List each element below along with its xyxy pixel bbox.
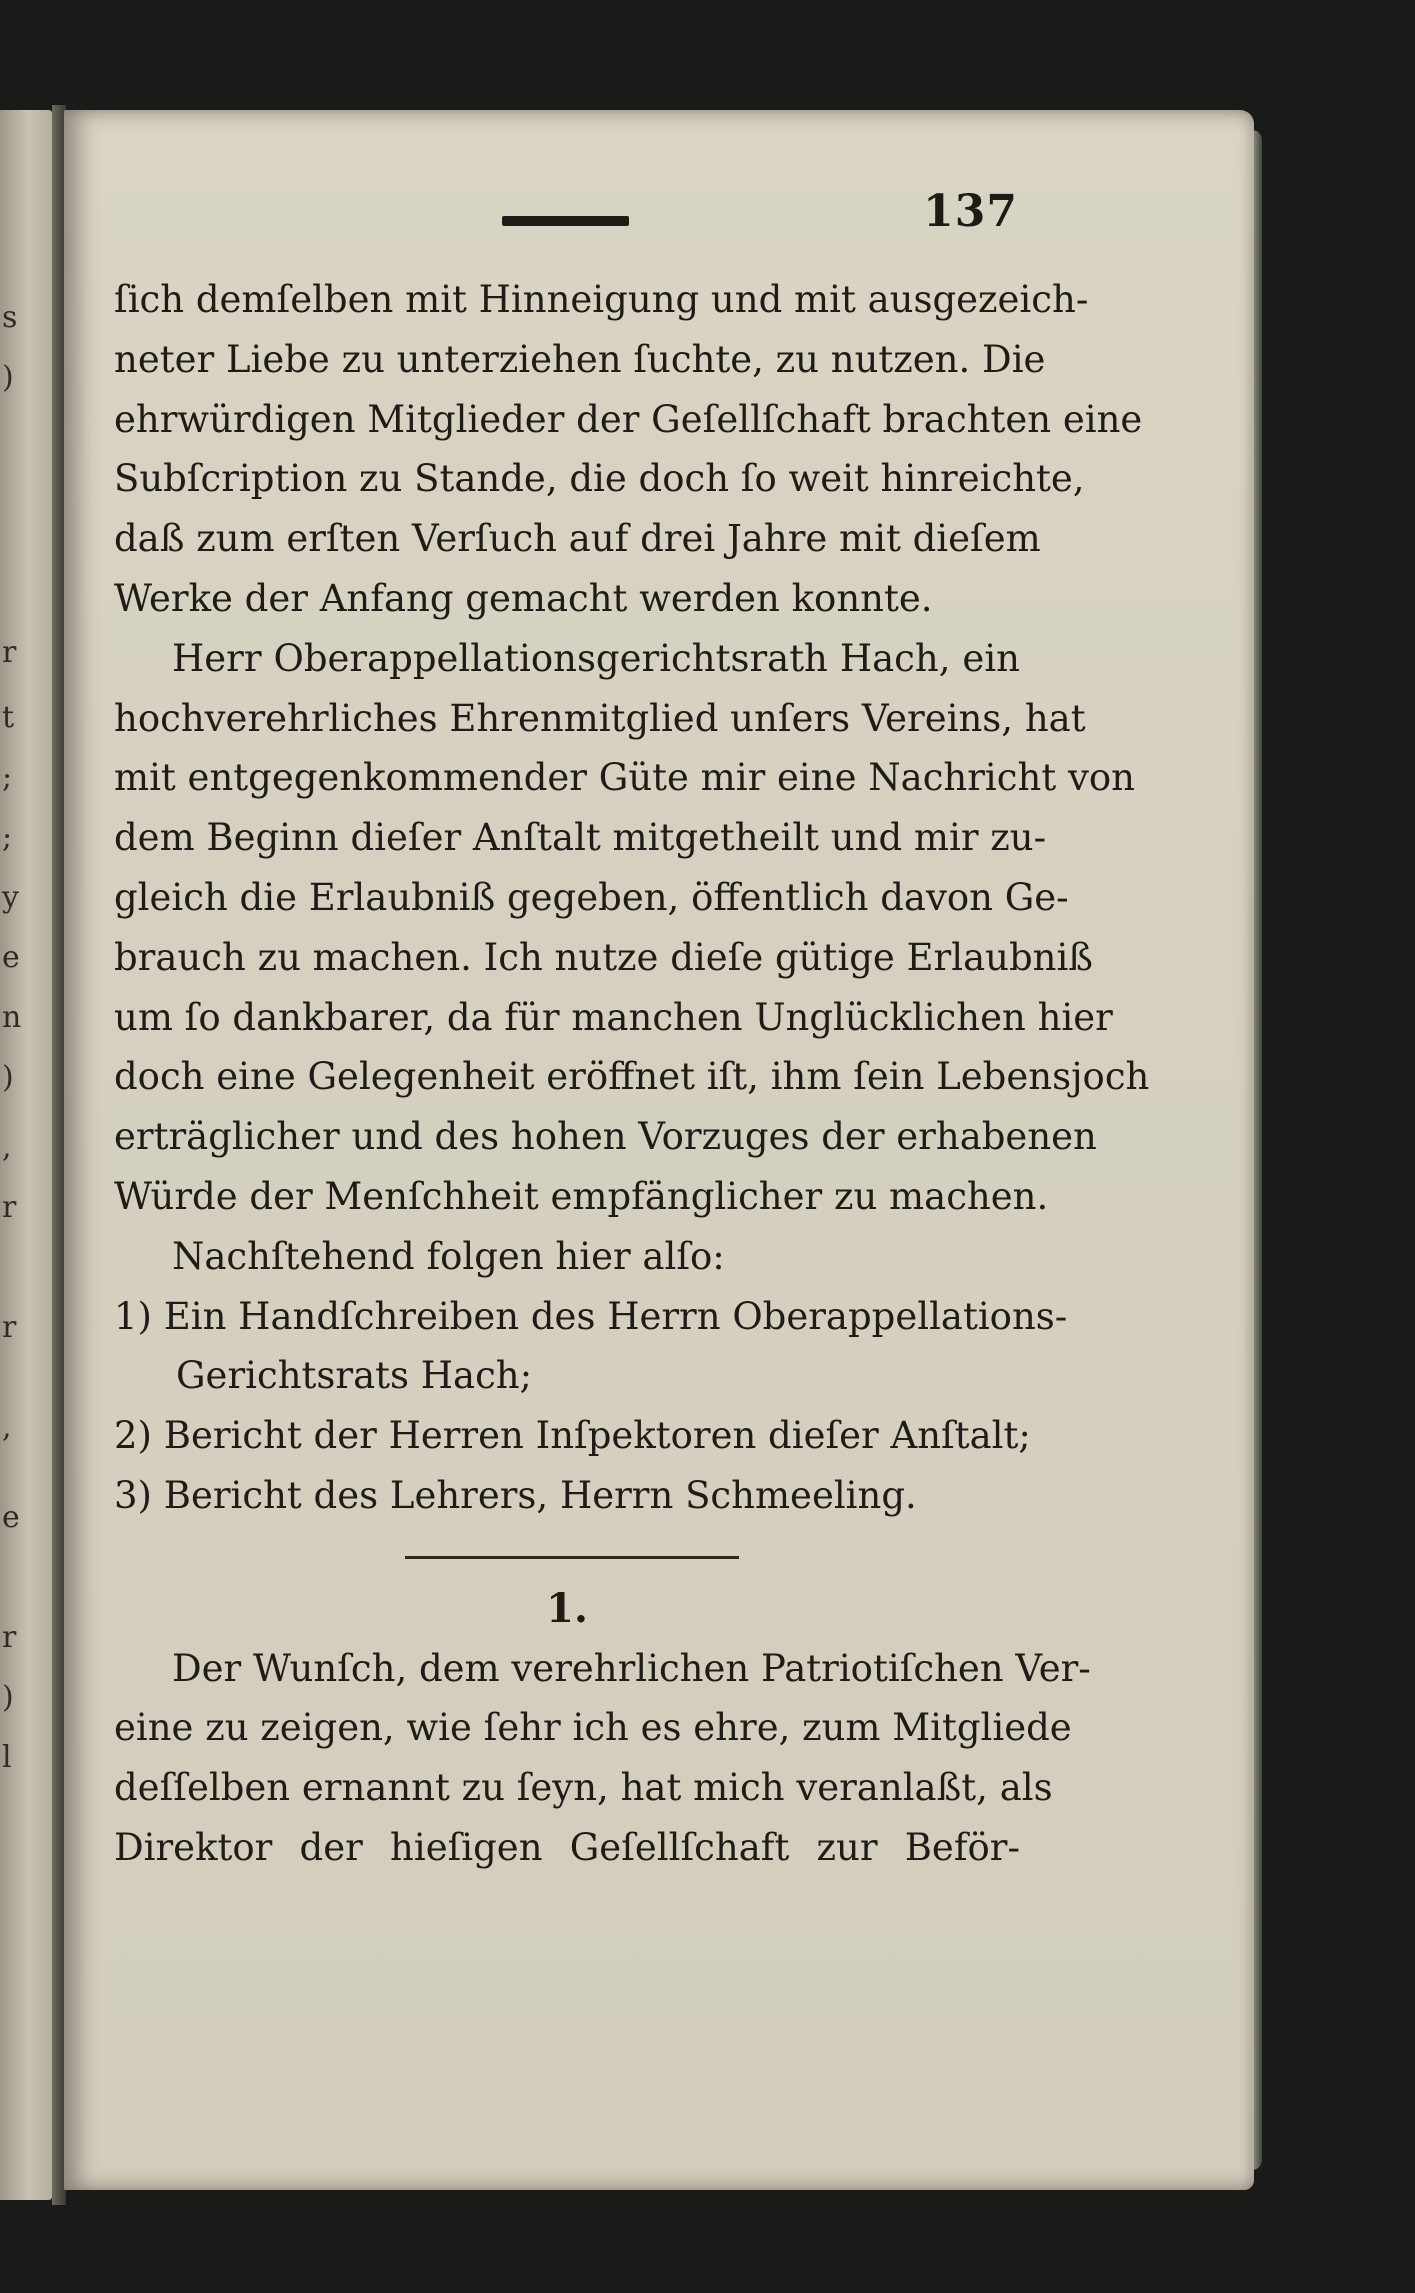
- page-number: 137: [923, 186, 1018, 237]
- paragraph: [114, 629, 1150, 1227]
- prev-fragment: ,: [2, 1130, 12, 1165]
- numbered-list: [114, 1287, 1068, 1526]
- paragraph: [114, 270, 1143, 629]
- prev-fragment: ,: [2, 1410, 12, 1445]
- list-item-label: 1): [114, 1294, 152, 1338]
- prev-fragment: s: [2, 300, 18, 335]
- list-item-continuation: Gerichtsrats Hach;: [176, 1354, 533, 1398]
- previous-page-text-fragments: [0, 110, 52, 2200]
- prev-fragment: ): [2, 1680, 14, 1715]
- paragraph: [114, 1639, 1091, 1878]
- prev-fragment: r: [2, 635, 17, 670]
- prev-fragment: r: [2, 1190, 17, 1225]
- list-item: [114, 1406, 1031, 1466]
- section-divider: [405, 1556, 739, 1559]
- text-line: Herr Oberappellationsgerichtsrath Hach, ein: [172, 636, 1020, 680]
- text-line: Würde der Menſchheit empfänglicher zu machen.: [114, 1174, 1049, 1218]
- list-item-text: Bericht des Lehrers, Herrn Schmeeling.: [163, 1473, 917, 1517]
- text-line: hochverehrliches Ehrenmitglied unſers Vereins, hat: [114, 696, 1086, 740]
- text-line: Direktor der hieſigen Geſellſchaft zur Beför-: [114, 1825, 1020, 1869]
- list-item-text: Ein Handſchreiben des Herrn Oberappellations-: [163, 1294, 1068, 1338]
- text-line: eine zu zeigen, wie ſehr ich es ehre, zum Mitgliede: [114, 1706, 1072, 1750]
- text-line: brauch zu machen. Ich nutze dieſe gütige Erlaubniß: [114, 935, 1094, 979]
- list-item: [114, 1466, 1020, 1526]
- list-item-label: 2): [114, 1414, 152, 1458]
- text-line: ehrwürdigen Mitglieder der Geſellſchaft brachten eine: [114, 397, 1143, 441]
- text-line: dem Beginn dieſer Anſtalt mitgetheilt und mir zu-: [114, 816, 1047, 860]
- prev-fragment: l: [2, 1740, 12, 1775]
- prev-fragment: ): [2, 360, 14, 395]
- text-line: neter Liebe zu unterziehen ſuchte, zu nutzen. Die: [114, 337, 1046, 381]
- prev-fragment: e: [2, 1500, 20, 1535]
- text-line: doch eine Gelegenheit eröffnet iſt, ihm ſein Lebensjoch: [114, 1055, 1150, 1099]
- prev-fragment: r: [2, 1620, 17, 1655]
- prev-fragment: e: [2, 940, 20, 975]
- prev-fragment: ;: [2, 820, 13, 855]
- prev-fragment: ): [2, 1060, 14, 1095]
- prev-fragment: n: [2, 1000, 22, 1035]
- list-item: [114, 1287, 1068, 1347]
- list-item-text: Bericht der Herren Inſpektoren dieſer Anſtalt;: [163, 1414, 1031, 1458]
- text-line: Der Wunſch, dem verehrlichen Patriotiſchen Ver-: [172, 1646, 1091, 1690]
- list-item-label: 3): [114, 1473, 152, 1517]
- text-line: ſich demſelben mit Hinneigung und mit ausgezeich-: [114, 278, 1089, 321]
- text-line: gleich die Erlaubniß gegeben, öffentlich davon Ge-: [114, 875, 1069, 919]
- section-number: 1.: [546, 1584, 588, 1632]
- text-line: Subſcription zu Stande, die doch ſo weit hinreichte,: [114, 457, 1085, 501]
- text-line: daß zum erſten Verſuch auf drei Jahre mit dieſem: [114, 517, 1041, 561]
- prev-fragment: ;: [2, 760, 13, 795]
- intro-line: Nachſtehend folgen hier alſo:: [172, 1234, 725, 1278]
- header-ornament-rule: [502, 216, 629, 226]
- prev-fragment: t: [2, 700, 15, 735]
- text-line: mit entgegenkommender Güte mir eine Nachricht von: [114, 756, 1135, 800]
- text-line: um ſo dankbarer, da für manchen Unglücklichen hier: [114, 995, 1113, 1039]
- text-line: deſſelben ernannt zu ſeyn, hat mich veranlaßt, als: [114, 1766, 1053, 1810]
- prev-fragment: y: [2, 880, 19, 915]
- text-line: Werke der Anfang gemacht werden konnte.: [114, 576, 933, 620]
- page-body-text: [114, 270, 1150, 1878]
- previous-page-edge: [0, 110, 52, 2200]
- text-line: erträglicher und des hohen Vorzuges der erhabenen: [114, 1115, 1097, 1159]
- prev-fragment: r: [2, 1310, 17, 1345]
